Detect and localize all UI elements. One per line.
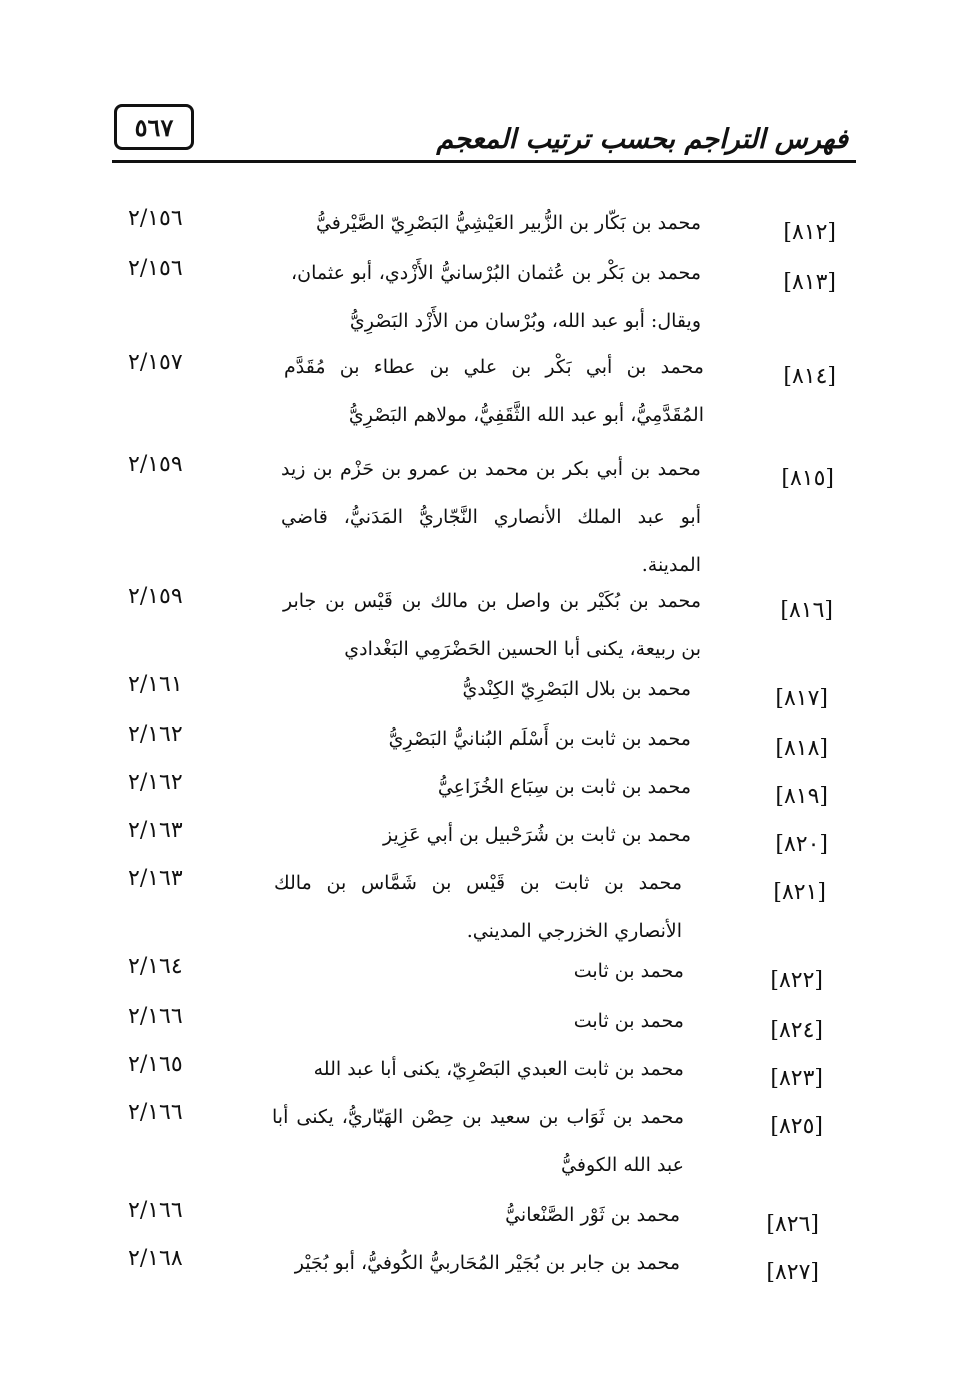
entry-text-line: محمد بن بَكْر بن عُثمان البُرْسانيُّ الأَزْدي، أبو عثمان،	[291, 262, 701, 284]
entry-number: [٨١٤]	[783, 364, 836, 389]
entry-biography-text	[261, 212, 701, 260]
entry-volume-page-ref: ٢/١٦٦	[128, 1198, 183, 1223]
entry-text-line: بن ربيعة، يكنى أبا الحسين الحَضْرَمِي البَغْدادي	[344, 638, 701, 660]
entry-biography-text	[271, 678, 691, 726]
entry-volume-page-ref: ٢/١٦٦	[128, 1004, 183, 1029]
entry-number: [٨٢٠]	[775, 832, 828, 857]
entry-text-line: ويقال: أبو عبد الله، وبُرْسان من الأَزْد البَصْرِيُّ	[349, 310, 701, 332]
entry-number: [٨١٣]	[783, 270, 836, 295]
header-rule	[112, 160, 856, 163]
entry-biography-text	[272, 1106, 684, 1202]
entry-volume-page-ref: ٢/١٦١	[128, 672, 183, 697]
entry-number: [٨٢٧]	[766, 1260, 819, 1285]
entry-biography-text	[264, 1010, 684, 1058]
entry-number: [٨٢٦]	[766, 1212, 819, 1237]
entry-number: [٨١٦]	[780, 598, 833, 623]
entry-text-line: الأنصاري الخزرجي المديني.	[466, 920, 682, 942]
entry-biography-text	[271, 776, 691, 824]
entry-text-line: المدينة.	[641, 554, 701, 576]
entry-text-line: محمد بن ثَوَاب بن سعيد بن حِصْن الهَبّاريُّ، يكنى أبا	[272, 1106, 684, 1128]
entry-biography-text	[260, 1252, 680, 1300]
entry-text-line: محمد بن ثابت بن قَيْس بن شَمَّاس بن مالك	[274, 872, 682, 894]
entry-volume-page-ref: ٢/١٦٢	[128, 722, 183, 747]
entry-biography-text	[283, 590, 701, 686]
entry-number: [٨١٥]	[781, 466, 834, 491]
entry-text-line: المُقَدَّمِيُّ، أبو عبد الله الثَّقَفِيُّ، مولاهم البَصْرِيُّ	[348, 404, 704, 426]
running-header-title: فهرس التراجم بحسب ترتيب المعجم	[436, 124, 848, 155]
entry-text-line: محمد بن ثَوْر الصَّنْعانيُّ	[505, 1204, 680, 1226]
entry-text-line: عبد الله الكوفيُّ	[561, 1154, 684, 1176]
entry-biography-text	[291, 262, 701, 358]
entry-text-line: محمد بن ثابت	[573, 960, 684, 982]
entry-number: [٨٢٣]	[770, 1066, 823, 1091]
entry-volume-page-ref: ٢/١٦٤	[128, 954, 183, 979]
entry-volume-page-ref: ٢/١٦٢	[128, 770, 183, 795]
entry-biography-text	[281, 458, 701, 602]
entry-text-line: أبو عبد الملك الأنصاري النَّجّاريُّ المَدَنيُّ، قاضي	[281, 506, 701, 528]
entry-biography-text	[284, 356, 704, 452]
entry-biography-text	[264, 960, 684, 1008]
entry-volume-page-ref: ٢/١٦٣	[128, 866, 183, 891]
entry-text-line: محمد بن بُكَيْر بن واصل بن مالك بن قَيْس بن جابر	[283, 590, 701, 612]
entry-volume-page-ref: ٢/١٥٦	[128, 206, 183, 231]
entry-volume-page-ref: ٢/١٦٨	[128, 1246, 183, 1271]
entry-text-line: محمد بن ثابت بن سِبَاع الخُزَاعِيُّ	[437, 776, 691, 798]
entry-number: [٨١٢]	[783, 220, 836, 245]
entry-text-line: محمد بن ثابت العبدي البَصْرِيّ، يكنى أبا عبد الله	[313, 1058, 684, 1080]
entry-volume-page-ref: ٢/١٦٦	[128, 1100, 183, 1125]
entry-text-line: محمد بن جابر بن بُجَيْر المُحَاربيُّ الكُوفيُّ، أبو بُجَيْر	[294, 1252, 680, 1274]
entry-text-line: محمد بن بلال البَصْرِيّ الكِنْديُّ	[462, 678, 691, 700]
entry-biography-text	[260, 1204, 680, 1252]
page-number: ٥٦٧	[134, 112, 174, 142]
entry-number: [٨٢١]	[773, 880, 826, 905]
entry-biography-text	[264, 1058, 684, 1106]
entry-volume-page-ref: ٢/١٥٧	[128, 350, 183, 375]
entry-number: [٨١٧]	[775, 686, 828, 711]
entry-text-line: محمد بن ثابت بن أَسْلَم البُنانيُّ البَصْرِيُّ	[388, 728, 691, 750]
entry-volume-page-ref: ٢/١٦٥	[128, 1052, 183, 1077]
entry-biography-text	[274, 872, 682, 968]
entry-volume-page-ref: ٢/١٥٩	[128, 584, 183, 609]
entry-number: [٨٢٢]	[770, 968, 823, 993]
entry-text-line: محمد بن بَكّار بن الزُّبير العَيْشِيُّ البَصْرِيّ الصَّيْرفيُّ	[315, 212, 701, 234]
entry-text-line: محمد بن ثابت	[573, 1010, 684, 1032]
entry-biography-text	[271, 728, 691, 776]
entry-number: [٨١٨]	[775, 736, 828, 761]
entry-text-line: محمد بن ثابت بن شُرَحْبيل بن أبي عَزِيز	[383, 824, 691, 846]
entry-volume-page-ref: ٢/١٥٦	[128, 256, 183, 281]
entry-number: [٨١٩]	[775, 784, 828, 809]
page-number-box	[114, 104, 194, 150]
entry-text-line: محمد بن أبي بكر بن محمد بن عمرو بن حَزْم بن زيد	[281, 458, 701, 480]
entry-text-line: محمد بن أبي بَكْر بن علي بن عطاء بن مُقَدَّم	[284, 356, 704, 378]
entry-number: [٨٢٤]	[770, 1018, 823, 1043]
entry-number: [٨٢٥]	[770, 1114, 823, 1139]
entry-biography-text	[271, 824, 691, 872]
entry-volume-page-ref: ٢/١٦٣	[128, 818, 183, 843]
entry-volume-page-ref: ٢/١٥٩	[128, 452, 183, 477]
